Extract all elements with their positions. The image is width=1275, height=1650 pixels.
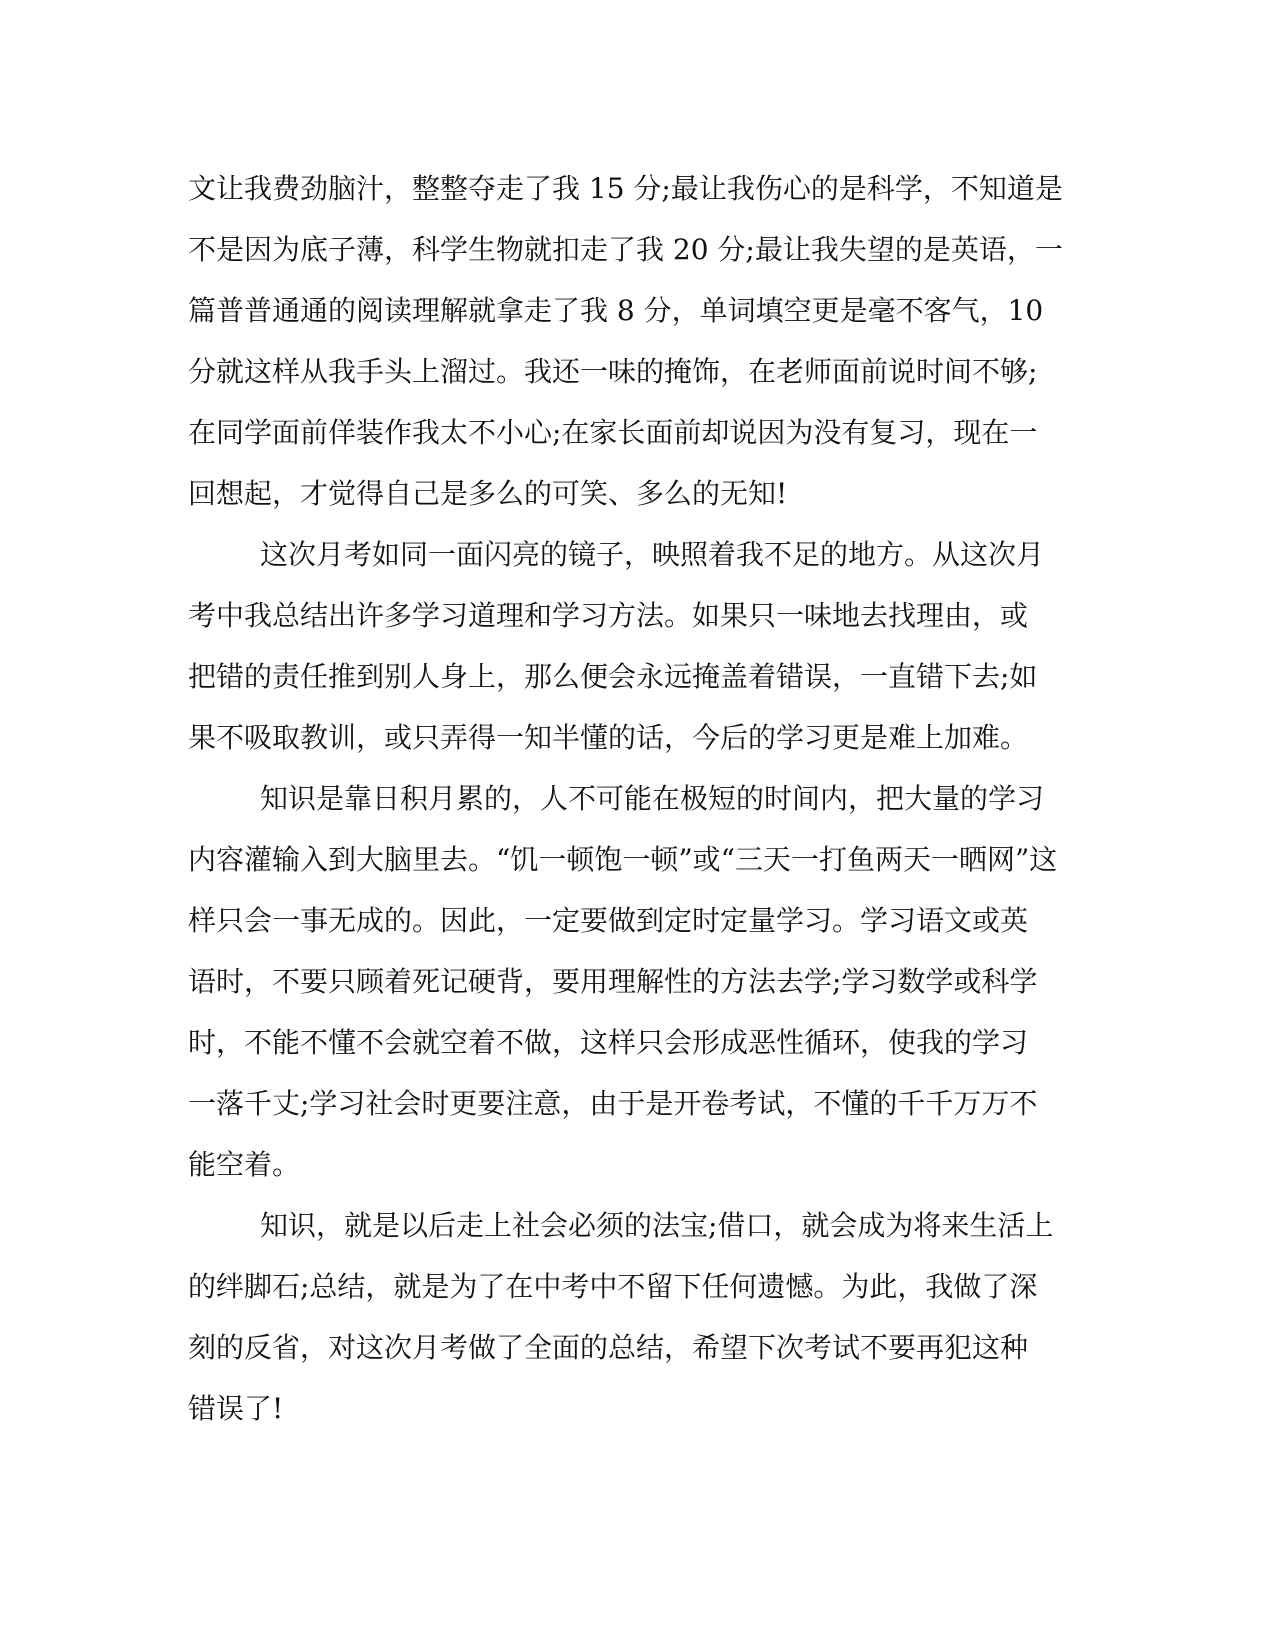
body-text <box>188 158 1088 1439</box>
text-line: 回想起，才觉得自己是多么的可笑、多么的无知! <box>188 477 788 510</box>
text-line: 不是因为底子薄，科学生物就扣走了我 20 分;最让我失望的是英语，一 <box>188 233 1063 266</box>
text-line: 篇普普通通的阅读理解就拿走了我 8 分，单词填空更是毫不客气，10 <box>188 294 1044 327</box>
text-line: 一落千丈;学习社会时更要注意，由于是开卷考试，不懂的千千万万不 <box>188 1087 1038 1120</box>
text-line: 能空着。 <box>188 1148 301 1181</box>
text-line: 错误了! <box>188 1392 284 1425</box>
text-line: 样只会一事无成的。因此，一定要做到定时定量学习。学习语文或英 <box>188 904 1029 937</box>
text-line: 语时，不要只顾着死记硬背，要用理解性的方法去学;学习数学或科学 <box>188 965 1038 998</box>
text-line: 内容灌输入到大脑里去。“饥一顿饱一顿”或“三天一打鱼两天一晒网”这 <box>188 843 1058 876</box>
text-line: 文让我费劲脑汁，整整夺走了我 15 分;最让我伤心的是科学，不知道是 <box>188 172 1063 205</box>
text-line: 的绊脚石;总结，就是为了在中考中不留下任何遗憾。为此，我做了深 <box>188 1270 1038 1303</box>
text-line: 在同学面前佯装作我太不小心;在家长面前却说因为没有复习，现在一 <box>188 416 1038 449</box>
text-line: 把错的责任推到别人身上，那么便会永远掩盖着错误，一直错下去;如 <box>188 660 1038 693</box>
text-line: 时，不能不懂不会就空着不做，这样只会形成恶性循环，使我的学习 <box>188 1026 1029 1059</box>
text-line: 刻的反省，对这次月考做了全面的总结，希望下次考试不要再犯这种 <box>188 1331 1029 1364</box>
paragraph-first-line: 这次月考如同一面闪亮的镜子，映照着我不足的地方。从这次月 <box>260 538 1045 571</box>
text-line: 分就这样从我手头上溜过。我还一味的掩饰，在老师面前说时间不够; <box>188 355 1038 388</box>
paragraph-first-line: 知识是靠日积月累的，人不可能在极短的时间内，把大量的学习 <box>260 782 1045 815</box>
paragraph-first-line: 知识，就是以后走上社会必须的法宝;借口，就会成为将来生活上 <box>260 1209 1054 1242</box>
text-line: 考中我总结出许多学习道理和学习方法。如果只一味地去找理由，或 <box>188 599 1029 632</box>
text-line: 果不吸取教训，或只弄得一知半懂的话，今后的学习更是难上加难。 <box>188 721 1029 754</box>
